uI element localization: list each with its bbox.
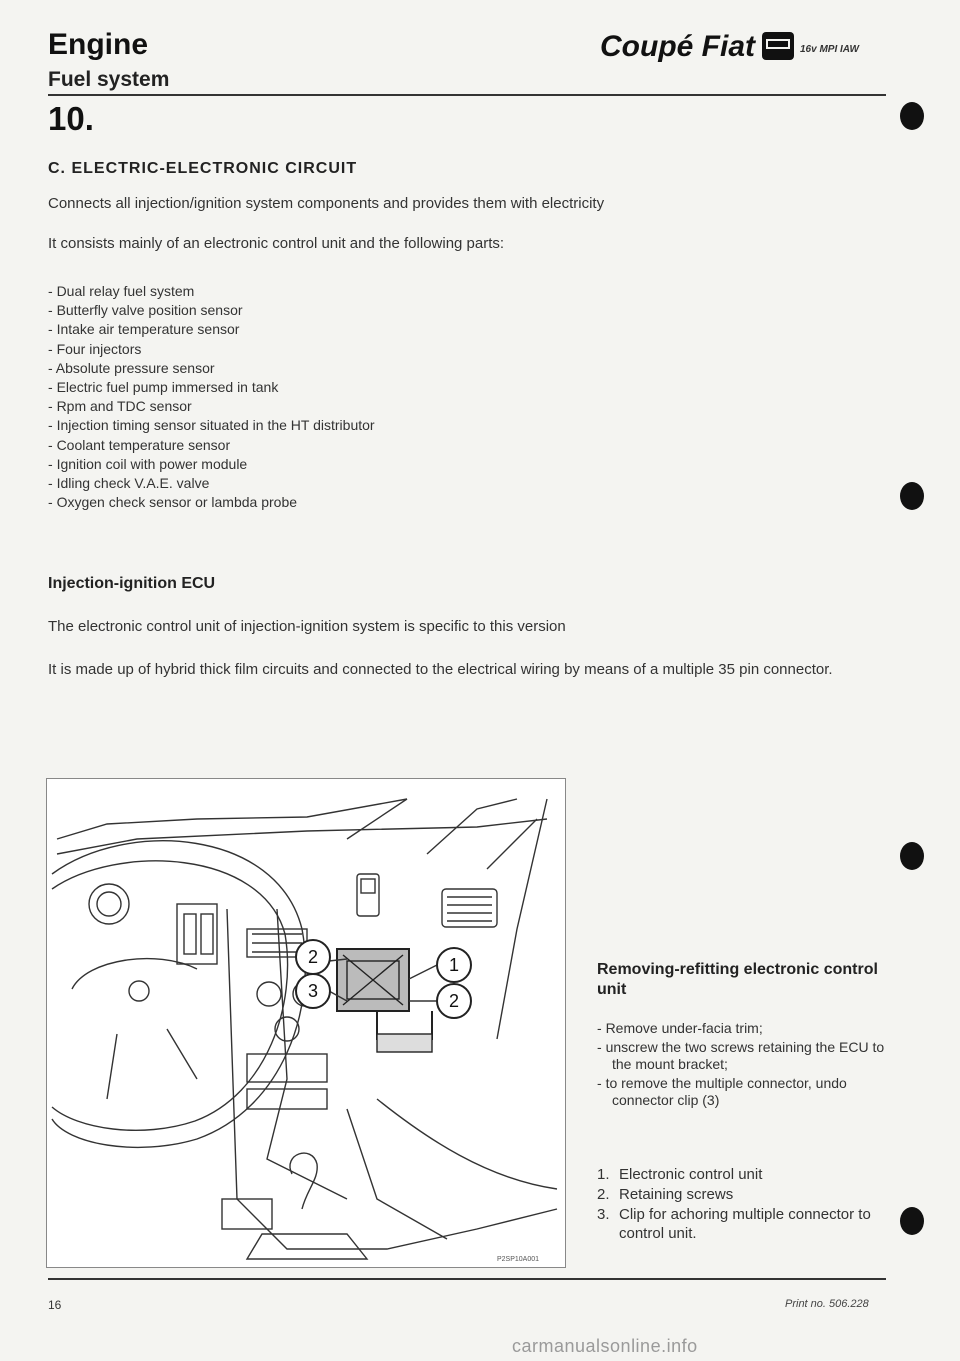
legend-text: Clip for achoring multiple connector to control unit.	[619, 1206, 871, 1242]
list-item: - Butterfly valve position sensor	[48, 301, 375, 320]
brand-title: Coupé Fiat	[600, 30, 755, 63]
legend-number: 2.	[597, 1186, 610, 1203]
list-item: - unscrew the two screws retaining the ECU to the mount bracket;	[597, 1039, 903, 1073]
callout-label: 3	[307, 981, 319, 1001]
section-heading: Engine	[48, 28, 149, 61]
engine-label: 16v MPI IAW	[800, 44, 859, 55]
circuit-title: C. ELECTRIC-ELECTRONIC CIRCUIT	[48, 160, 358, 177]
dashboard-ecu-diagram	[46, 778, 566, 1268]
binder-hole	[900, 102, 924, 130]
list-item: - Idling check V.A.E. valve	[48, 474, 375, 493]
list-item: - Remove under-facia trim;	[597, 1020, 903, 1037]
callout-label: 2	[448, 991, 460, 1011]
legend-text: Retaining screws	[619, 1186, 734, 1203]
callout-label: 2	[307, 947, 319, 967]
binder-hole	[900, 842, 924, 870]
fiat-logo-icon	[760, 28, 796, 64]
list-item: - Dual relay fuel system	[48, 282, 375, 301]
legend-item	[597, 1185, 907, 1204]
header-divider	[48, 94, 886, 96]
list-item: - to remove the multiple connector, undo connector clip (3)	[597, 1075, 903, 1109]
list-item: - Four injectors	[48, 340, 375, 359]
ecu-paragraph: It is made up of hybrid thick film circuits and connected to the electrical wiring by means of a multiple 35 pin connector.	[48, 661, 833, 678]
page-number: 16	[48, 1298, 62, 1312]
legend-text: Electronic control unit	[619, 1166, 763, 1183]
legend-item	[597, 1205, 907, 1243]
list-item: - Rpm and TDC sensor	[48, 397, 375, 416]
legend-number: 3.	[597, 1206, 610, 1223]
list-item: - Electric fuel pump immersed in tank	[48, 378, 375, 397]
legend-number: 1.	[597, 1166, 610, 1183]
binder-hole	[900, 482, 924, 510]
list-item: - Ignition coil with power module	[48, 455, 375, 474]
callout-label: 1	[448, 955, 460, 975]
subsection-heading: Fuel system	[48, 68, 170, 91]
footer-divider	[48, 1278, 886, 1280]
ecu-heading: Injection-ignition ECU	[48, 575, 216, 592]
list-item: - Intake air temperature sensor	[48, 320, 375, 339]
section-number: 10.	[48, 100, 94, 137]
steps-list	[597, 1020, 903, 1111]
list-item: - Absolute pressure sensor	[48, 359, 375, 378]
intro-paragraph: It consists mainly of an electronic control unit and the following parts:	[48, 235, 505, 252]
parts-list	[48, 282, 375, 512]
figure-code: P2SP10A001	[497, 1256, 540, 1263]
figure-legend	[597, 1165, 907, 1244]
removing-heading: Removing-refitting electronic control unit	[597, 961, 878, 998]
list-item: - Coolant temperature sensor	[48, 436, 375, 455]
watermark: carmanualsonline.info	[512, 1336, 698, 1356]
print-number: Print no. 506.228	[785, 1298, 869, 1310]
ecu-paragraph: The electronic control unit of injection-ignition system is specific to this version	[48, 618, 566, 635]
legend-item	[597, 1165, 907, 1184]
list-item: - Injection timing sensor situated in the HT distributor	[48, 416, 375, 435]
intro-paragraph: Connects all injection/ignition system components and provides them with electricity	[48, 195, 605, 212]
list-item: - Oxygen check sensor or lambda probe	[48, 493, 375, 512]
